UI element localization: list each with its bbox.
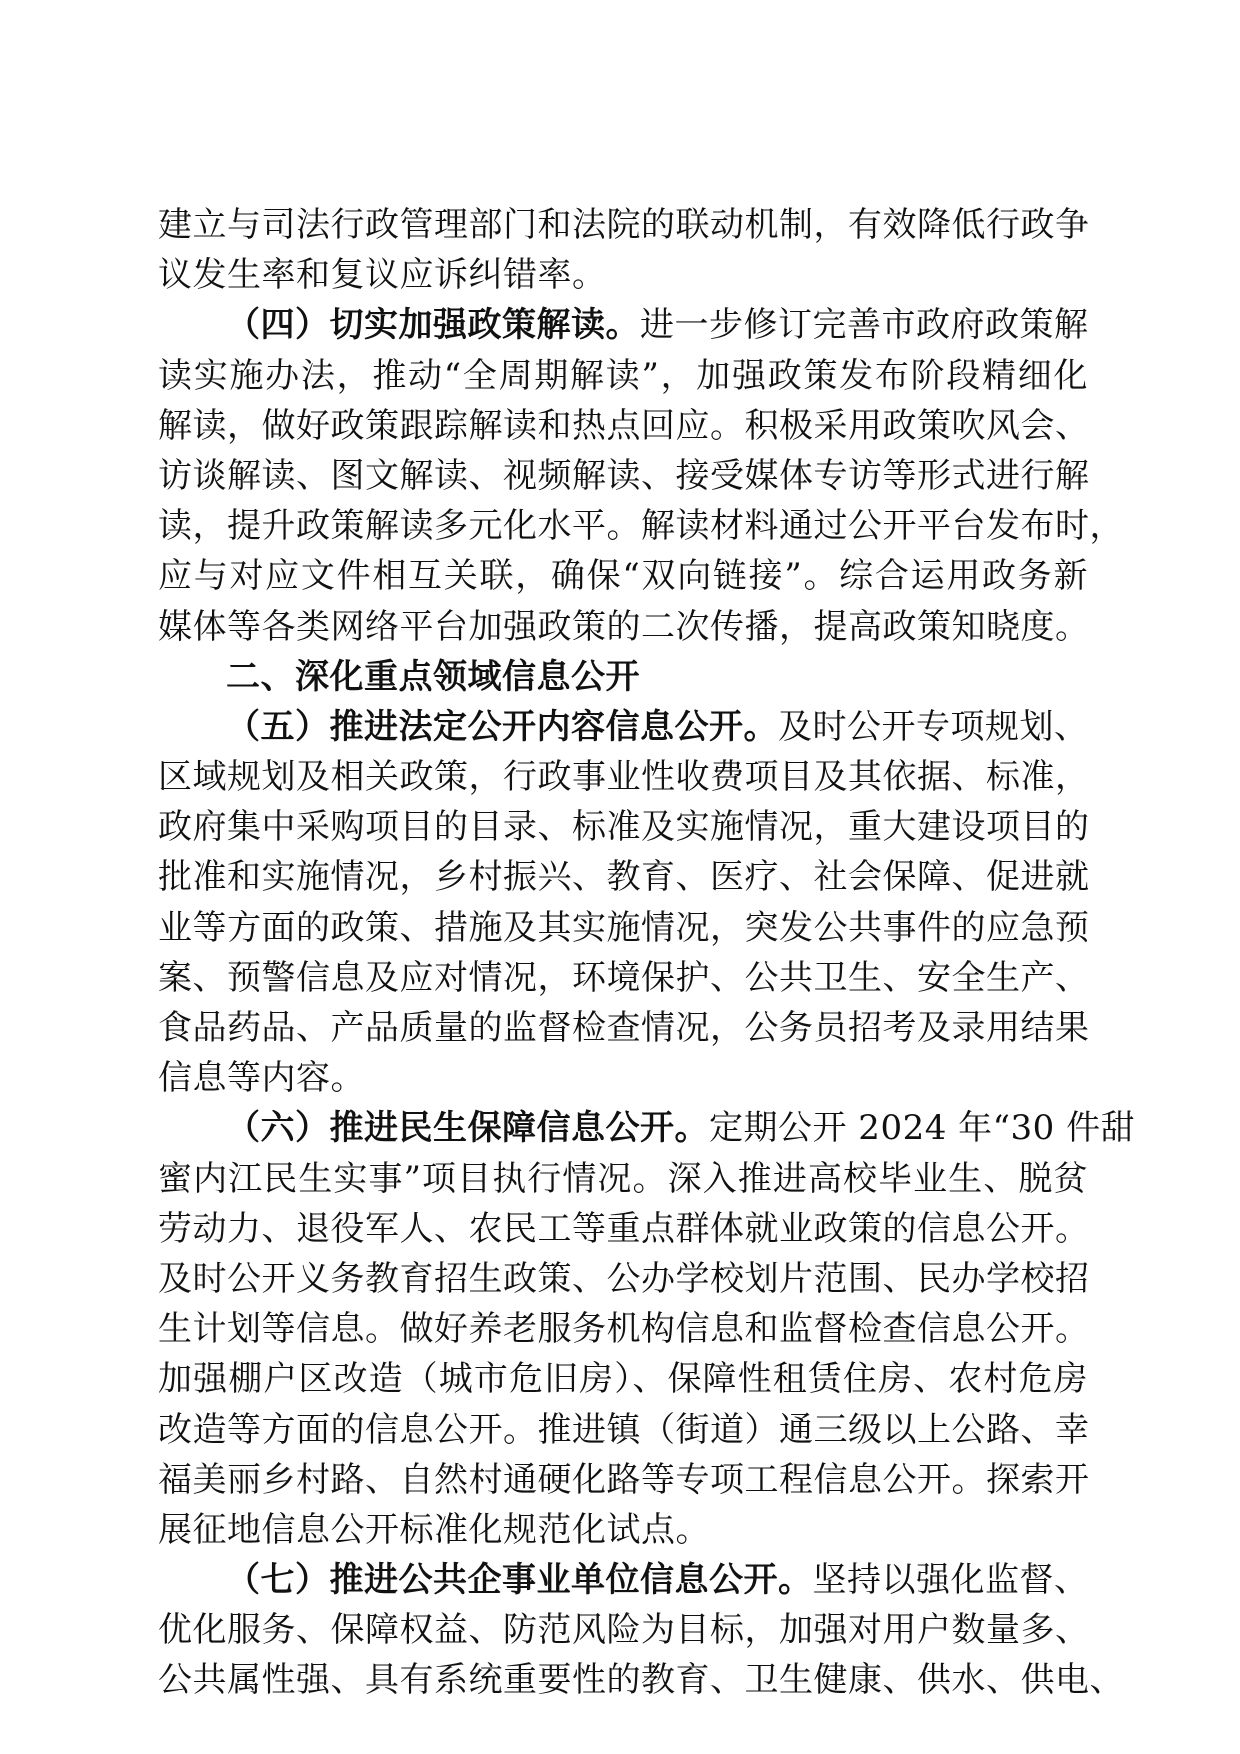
body-line: 及时公开义务教育招生政策、公办学校划片范围、民办学校招 (158, 1258, 1090, 1299)
paragraph-lead: （七）推进公共企事业单位信息公开。 (226, 1560, 813, 1601)
body-line: 改造等方面的信息公开。推进镇（街道）通三级以上公路、幸 (158, 1409, 1090, 1450)
body-line: 优化服务、保障权益、防范风险为目标，加强对用户数量多、 (158, 1610, 1090, 1651)
paragraph-lead: （六）推进民生保障信息公开。 (226, 1108, 709, 1149)
paragraph-text: 坚持以强化监督、 (812, 1560, 1089, 1601)
body-line: 读实施办法，推动“全周期解读”，加强政策发布阶段精细化 (158, 355, 1088, 396)
body-line: 劳动力、退役军人、农民工等重点群体就业政策的信息公开。 (158, 1208, 1090, 1249)
body-line: 生计划等信息。做好养老服务机构信息和监督检查信息公开。 (158, 1309, 1090, 1350)
body-line: 媒体等各类网络平台加强政策的二次传播，提高政策知晓度。 (158, 606, 1090, 647)
section-heading: 二、深化重点领域信息公开 (226, 656, 640, 697)
body-line: 信息等内容。 (158, 1058, 365, 1099)
body-line: 解读，做好政策跟踪解读和热点回应。积极采用政策吹风会、 (158, 405, 1090, 446)
body-line: 应与对应文件相互关联，确保“双向链接”。综合运用政务新 (158, 556, 1088, 597)
paragraph-first-line (158, 300, 1088, 350)
paragraph-text: 定期公开 2024 年“30 件甜 (709, 1108, 1136, 1149)
body-line: 读，提升政策解读多元化水平。解读材料通过公开平台发布时， (158, 506, 1124, 547)
body-line: 议发生率和复议应诉纠错率。 (158, 255, 607, 296)
paragraph-first-line (158, 702, 1088, 752)
body-line: 批准和实施情况，乡村振兴、教育、医疗、社会保障、促进就 (158, 857, 1090, 898)
paragraph-first-line (158, 1555, 1088, 1605)
document-body (158, 200, 1136, 1706)
body-line: 区域规划及相关政策，行政事业性收费项目及其依据、标准， (158, 757, 1090, 798)
body-line: 政府集中采购项目的目录、标准及实施情况，重大建设项目的 (158, 807, 1090, 848)
body-line: 访谈解读、图文解读、视频解读、接受媒体专访等形式进行解 (158, 455, 1090, 496)
body-line: 福美丽乡村路、自然村通硬化路等专项工程信息公开。探索开 (158, 1459, 1090, 1500)
body-line: 展征地信息公开标准化规范化试点。 (158, 1509, 710, 1550)
body-line: 食品药品、产品质量的监督检查情况，公务员招考及录用结果 (158, 1008, 1090, 1048)
body-line: 公共属性强、具有系统重要性的教育、卫生健康、供水、供电、 (158, 1660, 1124, 1701)
paragraph-text: 及时公开专项规划、 (778, 706, 1089, 747)
body-line: 业等方面的政策、措施及其实施情况，突发公共事件的应急预 (158, 907, 1090, 948)
body-line: 加强棚户区改造（城市危旧房）、保障性租赁住房、农村危房 (158, 1359, 1088, 1400)
body-line: 建立与司法行政管理部门和法院的联动机制，有效降低行政争 (158, 205, 1090, 245)
paragraph-lead: （五）推进法定公开内容信息公开。 (226, 706, 778, 747)
paragraph-lead: （四）切实加强政策解读。 (226, 305, 640, 346)
paragraph-first-line (158, 1103, 1136, 1153)
body-line: 案、预警信息及应对情况，环境保护、公共卫生、安全生产、 (158, 957, 1090, 998)
paragraph-text: 进一步修订完善市政府政策解 (640, 305, 1089, 346)
body-line: 蜜内江民生实事”项目执行情况。深入推进高校毕业生、脱贫 (158, 1158, 1088, 1199)
